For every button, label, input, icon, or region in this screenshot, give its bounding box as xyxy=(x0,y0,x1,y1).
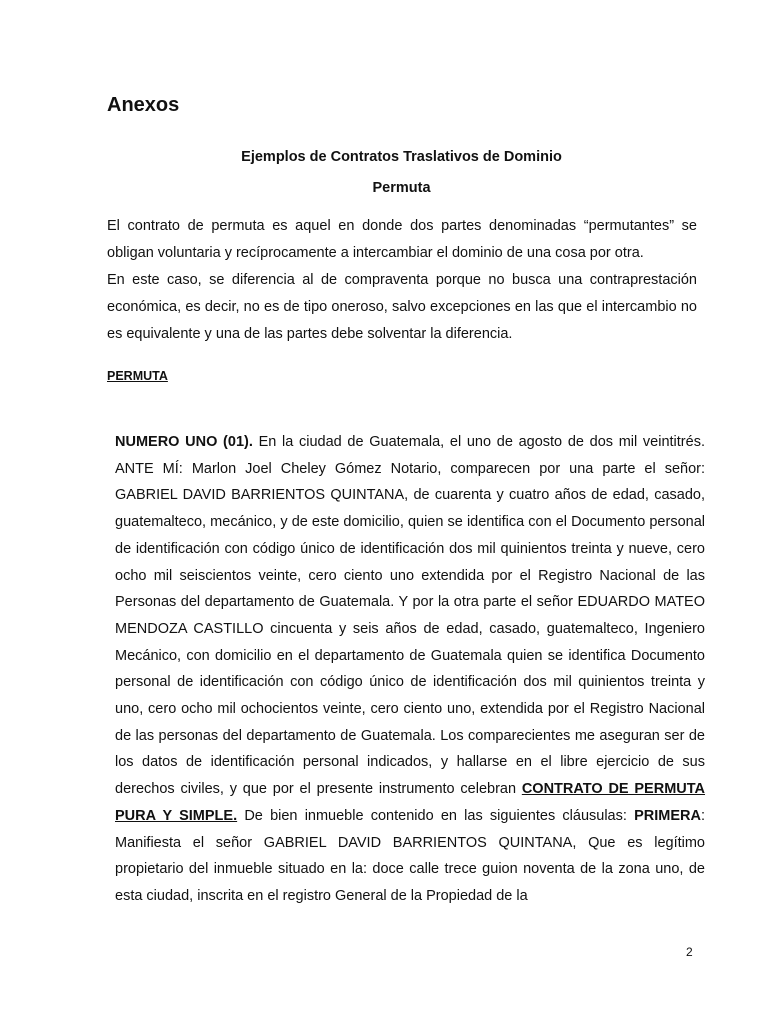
document-subtitle: Ejemplos de Contratos Traslativos de Dominio xyxy=(241,149,562,165)
contract-title: CONTRATO DE PERMUTA PURA Y SIMPLE. xyxy=(115,781,706,824)
intro-paragraph-2: En este caso, se diferencia al de compraventa porque no busca una contraprestación económica, es decir, no es de tipo oneroso, salvo excepciones en las que el intercambio no es equivalente y una de las partes debe solventar la diferencia. xyxy=(107,272,697,342)
contract-text-2: De bien inmueble contenido en las siguientes cláusulas: xyxy=(237,807,635,824)
contract-text-1: En la ciudad de Guatemala, el uno de agosto de dos mil veintitrés. ANTE MÍ: Marlon Joel Cheley Gómez Notario, comparecen por una parte el señor: GABRIEL DAVID BARRIENTOS QUINTANA, de cuarenta y cuatro años de edad, casado, guatemalteco, mecánico, y de este domicilio, quien se identifica con el Documento personal de identificación con código único de identificación dos mil quinientos treinta y nueve, cero ocho mil seiscientos veinte, cero ciento uno extendida por el Registro Nacional de las Personas del departamento de Guatemala. Y por la otra parte el señor EDUARDO MATEO MENDOZA CASTILLO cincuenta y seis años de edad, casado, guatemalteco, Ingeniero Mecánico, con domicilio en el departamento de Guatemala quien se identifica Documento personal de identificación con código único de identificación dos mil quinientos treinta y uno, cero ocho mil ochocientos veinte, cero ciento uno, extendida por el Registro Nacional de las personas del departamento de Guatemala. Los comparecientes me aseguran ser de los datos de identificación personal indicados, y hallarse en el libre ejercicio de sus derechos civiles, y que por el presente instrumento celebran xyxy=(115,434,705,798)
page-heading: Anexos xyxy=(107,94,180,116)
clause-label-primera: PRIMERA xyxy=(634,807,701,824)
section-label-permuta: PERMUTA xyxy=(107,369,168,383)
page-number: 2 xyxy=(686,945,693,959)
contract-lead: NUMERO UNO (01). xyxy=(115,434,253,450)
contract-body xyxy=(115,429,705,910)
contract-text-3: : Manifiesta el señor GABRIEL DAVID BARRIENTOS QUINTANA, Que es legítimo propietario del inmueble situado en la: doce calle trece guion noventa de la zona uno, de esta ciudad, inscrita en el registro General de la Propiedad de la xyxy=(115,807,705,904)
intro-paragraph-1: El contrato de permuta es aquel en donde dos partes denominadas “permutantes” se obligan voluntaria y recíprocamente a intercambiar el dominio de una cosa por otra. xyxy=(107,218,697,261)
document-subtitle-permuta: Permuta xyxy=(372,180,431,196)
intro-section xyxy=(107,213,697,348)
